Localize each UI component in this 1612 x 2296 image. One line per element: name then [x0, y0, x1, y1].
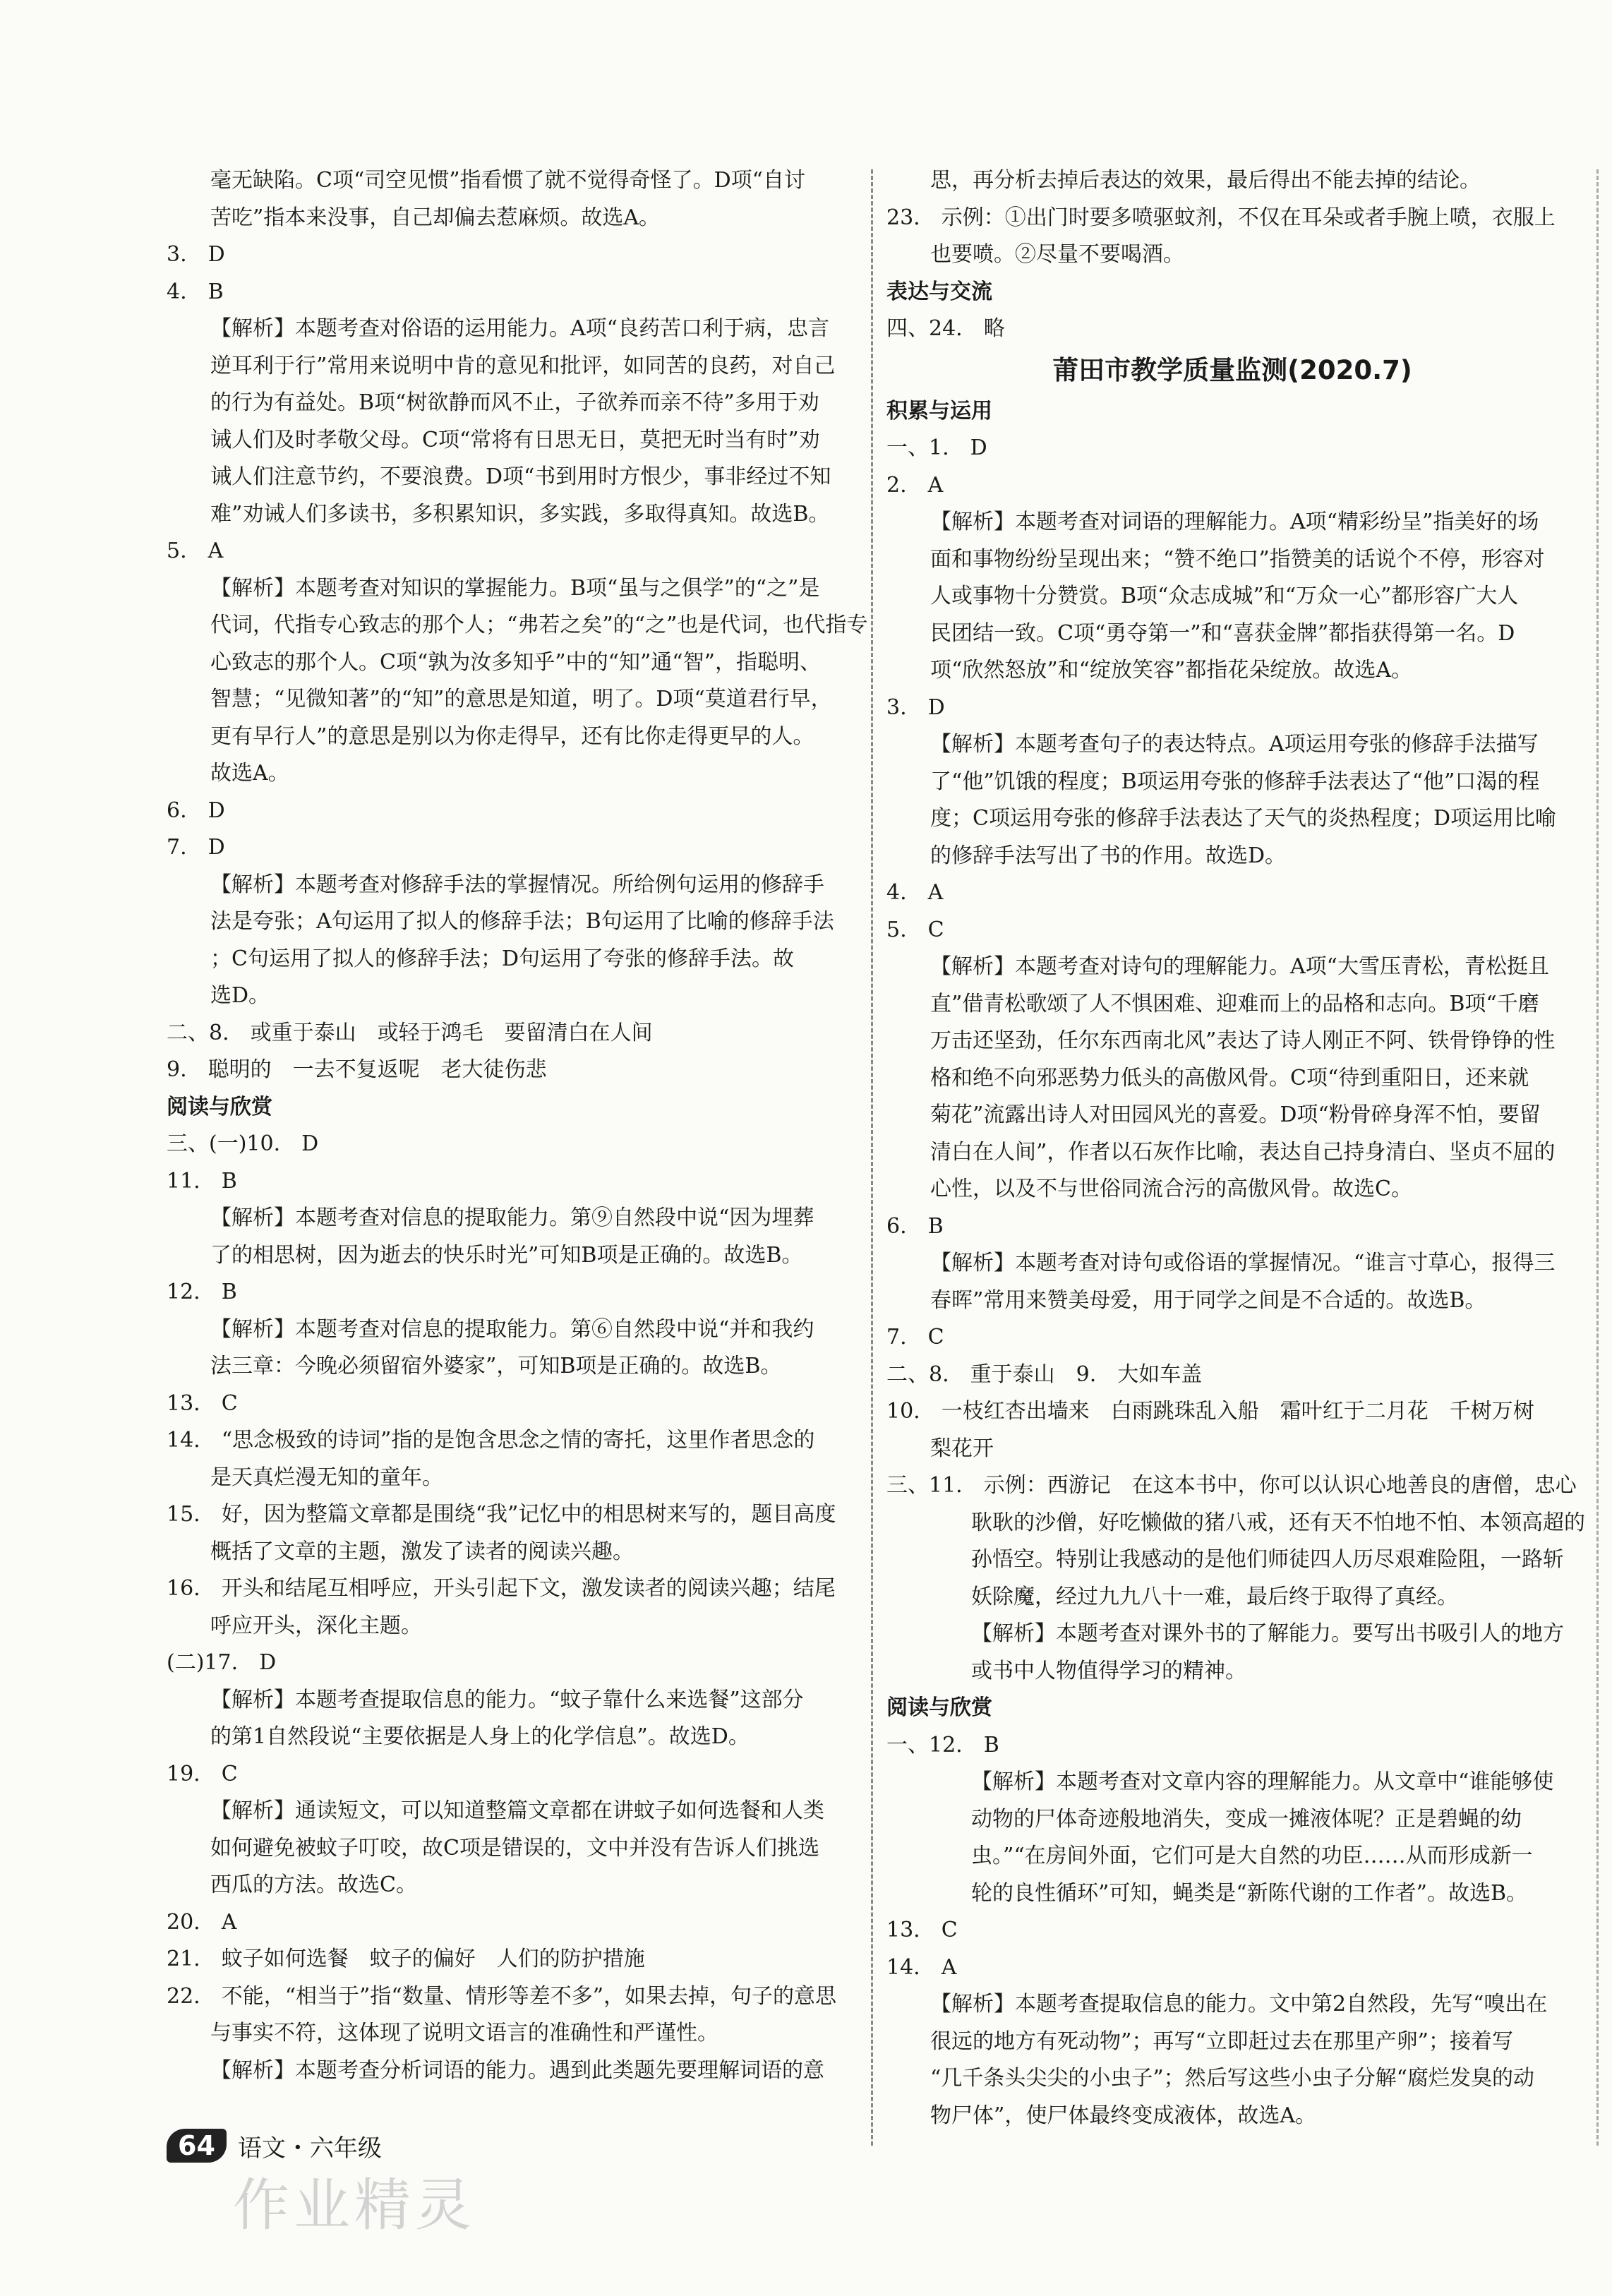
text-line: 诫人们及时孝敬父母。C项“常将有日思无日，莫把无时当有时”劝: [210, 427, 820, 452]
text-line: 4. A: [886, 880, 944, 905]
text-line: 清白在人间”，作者以石灰作比喻，表达自己持身清白、坚贞不屈的: [930, 1139, 1556, 1165]
text-line: 直”借青松歌颂了人不惧困难、迎难而上的品格和志向。B项“千磨: [930, 991, 1539, 1016]
text-line: 四、24. 略: [886, 316, 1005, 341]
text-line: 万击还坚劲，任尔东西南北风”表达了诗人刚正不阿、铁骨铮铮的性: [930, 1028, 1556, 1053]
text-line: 一、1. D: [886, 435, 987, 460]
text-line: 13. C: [167, 1390, 238, 1416]
page-number-badge: 64: [167, 2129, 227, 2163]
text-line: 6. D: [167, 798, 225, 823]
text-line: 【解析】本题考查对课外书的了解能力。要写出书吸引人的地方: [971, 1621, 1564, 1646]
text-line: 【解析】本题考查对文章内容的理解能力。从文章中“谁能够使: [971, 1769, 1554, 1794]
text-line: 春晖”常用来赞美母爱，用于同学之间是不合适的。故选B。: [930, 1287, 1486, 1313]
text-line: 法是夸张；A句运用了拟人的修辞手法；B句运用了比喻的修辞手法: [210, 909, 834, 934]
text-line: 法三章：今晚必须留宿外婆家”，可知B项是正确的。故选B。: [210, 1354, 782, 1378]
text-line: 12. B: [167, 1280, 237, 1304]
text-line: 15. 好，因为整篇文章都是围绕“我”记忆中的相思树来写的，题目高度: [167, 1502, 836, 1527]
text-line: 代词，代指专心致志的那个人；“弗若之矣”的“之”也是代词，也代指专: [210, 613, 868, 637]
left-column: [167, 162, 868, 2089]
section-heading: 阅读与欣赏: [167, 1094, 272, 1119]
text-line: 毫无缺陷。C项“司空见惯”指看惯了就不觉得奇怪了。D项“自讨: [210, 168, 806, 193]
text-line: 或书中人物值得学习的精神。: [971, 1658, 1246, 1683]
text-line: 苦吃”指本来没事，自己却偏去惹麻烦。故选A。: [210, 205, 661, 230]
text-line: 如何避免被蚊子叮咬，故C项是错误的，文中并没有告诉人们挑选: [210, 1835, 819, 1861]
text-line: 【解析】本题考查对诗句的理解能力。A项“大雪压青松，青松挺且: [930, 954, 1550, 979]
text-line: 项“欣然怒放”和“绽放笑容”都指花朵绽放。故选A。: [930, 658, 1413, 683]
text-line: (二)17. D: [167, 1650, 277, 1675]
text-line: 3. D: [886, 695, 945, 720]
text-line: 【解析】本题考查对知识的掌握能力。B项“虽与之俱学”的“之”是: [210, 575, 820, 601]
text-line: 二、8. 或重于泰山 或轻于鸿毛 要留清白在人间: [167, 1020, 653, 1045]
section-heading: 表达与交流: [886, 279, 992, 304]
text-line: 是天真烂漫无知的童年。: [210, 1465, 443, 1490]
section-heading: 阅读与欣赏: [886, 1695, 992, 1720]
text-line: 菊花”流露出诗人对田园风光的喜爱。D项“粉骨碎身浑不怕，要留: [930, 1102, 1541, 1127]
text-line: 14. A: [886, 1954, 957, 1980]
text-line: 三、11. 示例：西游记 在这本书中，你可以认识心地善良的唐僧，忠心: [886, 1473, 1577, 1498]
text-line: 13. C: [886, 1918, 958, 1942]
text-line: 【解析】本题考查对信息的提取能力。第⑨自然段中说“因为埋葬: [210, 1206, 814, 1230]
text-line: 【解析】本题考查分析词语的能力。遇到此类题先要理解词语的意: [210, 2057, 824, 2083]
text-line: 格和绝不向邪恶势力低头的高傲风骨。C项“待到重阳日，还来就: [930, 1065, 1529, 1090]
text-line: 2. A: [886, 472, 944, 498]
text-line: 呼应开头，深化主题。: [210, 1613, 422, 1638]
text-line: 5. A: [167, 539, 224, 563]
right-column: [886, 162, 1585, 2134]
text-line: 难”劝诫人们多读书，多积累知识，多实践，多取得真知。故选B。: [210, 501, 830, 527]
text-line: 6. B: [886, 1213, 944, 1239]
text-line: 智慧；“见微知著”的“知”的意思是知道，明了。D项“莫道君行早，: [210, 687, 832, 711]
text-line: 耿耿的沙僧，好吃懒做的猪八戒，还有天不怕地不怕、本领高超的: [971, 1510, 1585, 1535]
text-line: 19. C: [167, 1761, 238, 1786]
text-line: “几千条头尖尖的小虫子”；然后写这些小虫子分解“腐烂发臭的动: [930, 2066, 1535, 2091]
text-line: 概括了文章的主题，激发了读者的阅读兴趣。: [210, 1539, 634, 1564]
text-line: ；C句运用了拟人的修辞手法；D句运用了夸张的修辞手法。故: [210, 946, 795, 971]
text-line: 【解析】本题考查句子的表达特点。A项运用夸张的修辞手法描写: [930, 732, 1539, 757]
text-line: 三、(一)10. D: [167, 1131, 319, 1156]
text-line: 轮的良性循环”可知，蝇类是“新陈代谢的工作者”。故选B。: [971, 1880, 1528, 1906]
text-line: 了“他”饥饿的程度；B项运用夸张的修辞手法表达了“他”口渴的程: [930, 769, 1540, 794]
text-line: 故选A。: [210, 761, 289, 786]
text-line: 【解析】本题考查对俗语的运用能力。A项“良药苦口利于病，忠言: [210, 316, 830, 341]
text-line: 的行为有益处。B项“树欲静而风不止，子欲养而亲不待”多用于劝: [210, 390, 819, 415]
text-line: 7. D: [167, 835, 225, 860]
text-line: 人或事物十分赞赏。B项“众志成城”和“万众一心”都形容广大人: [930, 584, 1519, 608]
text-line: 面和事物纷纷呈现出来；“赞不绝口”指赞美的话说个不停，形容对: [930, 546, 1545, 572]
text-line: 【解析】本题考查对信息的提取能力。第⑥自然段中说“并和我约: [210, 1316, 814, 1342]
text-line: 【解析】本题考查对词语的理解能力。A项“精彩纷呈”指美好的场: [930, 510, 1539, 534]
text-line: 妖除魔，经过九九八十一难，最后终于取得了真经。: [971, 1584, 1458, 1609]
text-line: 5. C: [886, 917, 944, 942]
text-line: 【解析】本题考查对诗句或俗语的掌握情况。“谁言寸草心，报得三: [930, 1251, 1556, 1275]
text-line: 很远的地方有死动物”；再写“立即赶过去在那里产卵”；接着写: [930, 2028, 1514, 2054]
text-line: 思，再分析去掉后表达的效果，最后得出不能去掉的结论。: [930, 168, 1481, 193]
text-line: 心性，以及不与世俗同流合污的高傲风骨。故选C。: [930, 1177, 1412, 1201]
watermark-text: 作业精灵: [233, 2172, 476, 2238]
text-line: 也要喷。②尽量不要喝酒。: [930, 242, 1184, 267]
text-line: 选D。: [210, 983, 270, 1008]
text-line: 逆耳利于行”常用来说明中肯的意见和批评，如同苦的良药，对自己: [210, 353, 836, 378]
text-line: 16. 开头和结尾互相呼应，开头引起下文，激发读者的阅读兴趣；结尾: [167, 1576, 836, 1601]
text-line: 3. D: [167, 242, 225, 267]
text-line: 【解析】通读短文，可以知道整篇文章都在讲蚊子如何选餐和人类: [210, 1798, 824, 1823]
text-line: 梨花开: [930, 1436, 994, 1461]
text-line: 14. “思念极致的诗词”指的是饱含思念之情的寄托，这里作者思念的: [167, 1428, 815, 1453]
section-heading: 积累与运用: [886, 398, 992, 423]
text-line: 二、8. 重于泰山 9. 大如车盖: [886, 1362, 1203, 1387]
text-line: 【解析】本题考查对修辞手法的掌握情况。所给例句运用的修辞手: [210, 872, 824, 897]
column-divider: [871, 169, 873, 2146]
text-line: 民团结一致。C项“勇夺第一”和“喜获金牌”都指获得第一名。D: [930, 620, 1515, 646]
text-line: 虫。”“在房间外面，它们可是大自然的功臣……从而形成新一: [971, 1844, 1533, 1868]
text-line: 【解析】本题考查提取信息的能力。文中第2自然段，先写“嗅出在: [930, 1992, 1548, 2016]
text-line: 了的相思树，因为逝去的快乐时光”可知B项是正确的。故选B。: [210, 1242, 803, 1268]
text-line: 孙悟空。特别让我感动的是他们师徒四人历尽艰难险阻，一路斩: [971, 1547, 1564, 1572]
text-line: 动物的尸体奇迹般地消失，变成一摊液体呢？正是碧蝇的幼: [971, 1806, 1522, 1832]
right-edge-divider: [1596, 169, 1599, 2146]
text-line: 10. 一枝红杏出墙来 白雨跳珠乱入船 霜叶红于二月花 千树万树: [886, 1399, 1534, 1424]
text-line: 心致志的那个人。C项“孰为汝多知乎”中的“知”通“智”，指聪明、: [210, 649, 821, 675]
text-line: 物尸体”，使尸体最终变成液体，故选A。: [930, 2103, 1317, 2128]
text-line: 度；C项运用夸张的修辞手法表达了天气的炎热程度；D项运用比喻: [930, 806, 1557, 831]
text-line: 与事实不符，这体现了说明文语言的准确性和严谨性。: [210, 2021, 718, 2045]
text-line: 23. 示例：①出门时要多喷驱蚊剂，不仅在耳朵或者手腕上喷，衣服上: [886, 205, 1556, 230]
text-line: 更有早行人”的意思是别以为你走得早，还有比你走得更早的人。: [210, 723, 814, 749]
text-line: 4. B: [167, 279, 224, 304]
text-line: 21. 蚊子如何选餐 蚊子的偏好 人们的防护措施: [167, 1947, 645, 1971]
text-line: 11. B: [167, 1168, 237, 1194]
text-line: 的修辞手法写出了书的作用。故选D。: [930, 843, 1287, 868]
text-line: 20. A: [167, 1909, 237, 1935]
text-line: 的第1自然段说“主要依据是人身上的化学信息”。故选D。: [210, 1724, 750, 1749]
section-title: 莆田市教学质量监测(2020.7): [1052, 354, 1412, 385]
text-line: 9. 聪明的 一去不复返呢 老大徒伤悲: [167, 1057, 547, 1082]
text-line: 22. 不能，“相当于”指“数量、情形等差不多”，如果去掉，句子的意思: [167, 1983, 837, 2009]
text-line: 【解析】本题考查提取信息的能力。“蚊子靠什么来选餐”这部分: [210, 1687, 804, 1712]
text-line: 一、12. B: [886, 1732, 999, 1757]
subject-label: 语文・六年级: [237, 2134, 382, 2163]
text-line: 诫人们注意节约，不要浪费。D项“书到用时方恨少，事非经过不知: [210, 464, 831, 489]
text-line: 西瓜的方法。故选C。: [210, 1873, 417, 1897]
text-line: 7. C: [886, 1325, 944, 1350]
